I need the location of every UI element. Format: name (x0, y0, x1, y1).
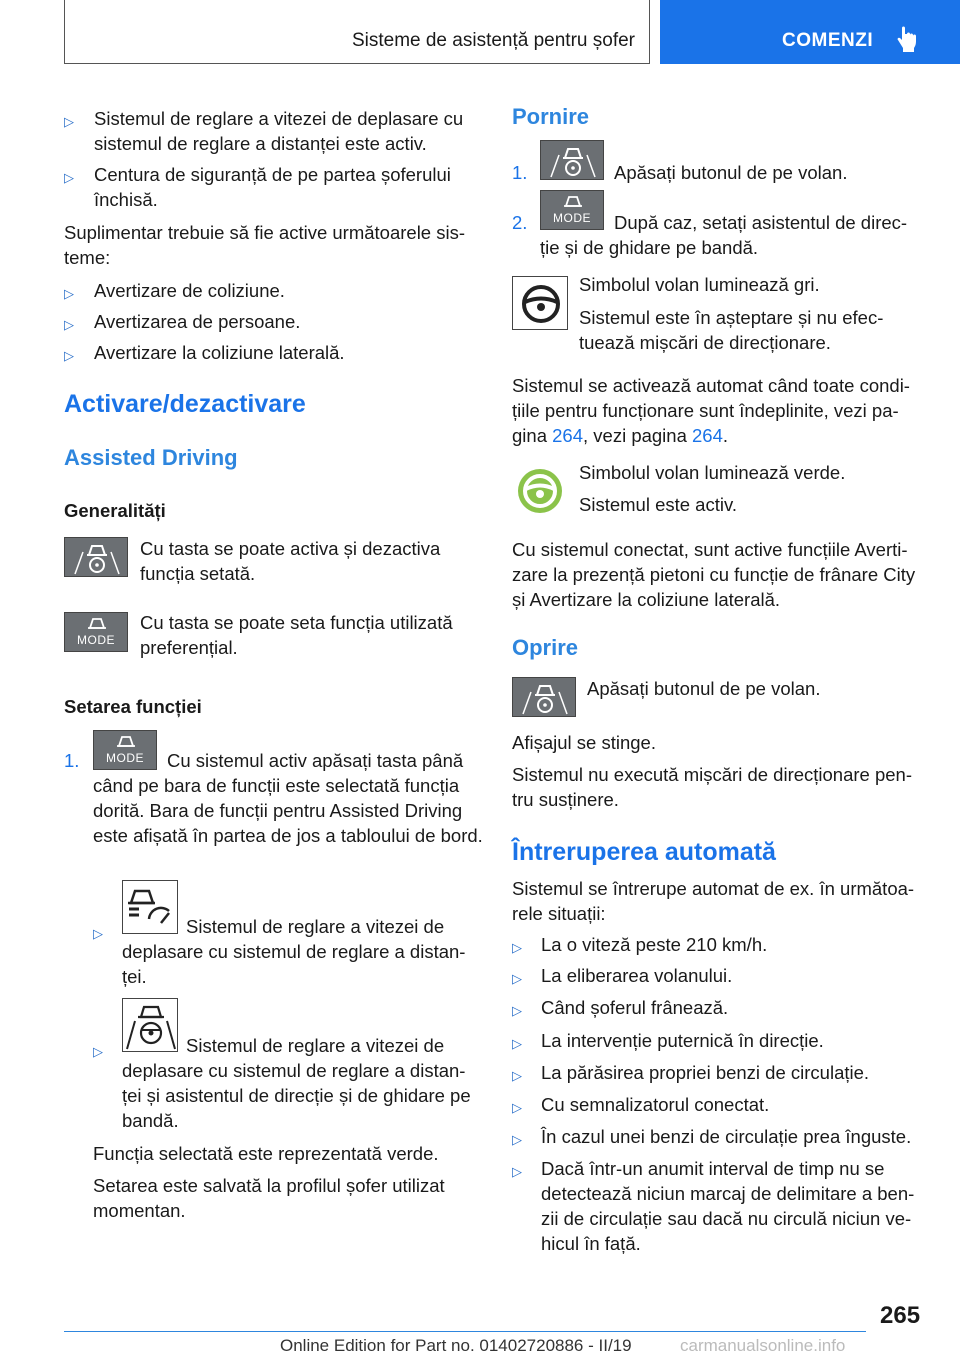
edition-footer: Online Edition for Part no. 01402720886 - II/19 (280, 1336, 632, 1355)
start-1-text: Apăsați butonul de pe volan. (614, 162, 848, 183)
gray-wheel-text-2: Sistemul este în așteptare și nu efec-tuează mișcări de direcționare. (579, 307, 884, 353)
auto-activate-text: , vezi pagina (583, 425, 693, 446)
bullet-text: Când șoferul frânează. (541, 997, 729, 1018)
bullet-item (512, 995, 926, 1020)
page-link-264[interactable]: 264 (552, 425, 583, 446)
section-title: Sisteme de asistență pentru șofer (351, 30, 635, 51)
general-text-1: Cu tasta se poate activa și dezactiva funcția setată. (140, 538, 441, 584)
hand-pointer-icon (896, 26, 918, 54)
bullet-text: Avertizarea de persoane. (94, 311, 301, 332)
heading-auto-interrupt: Întreruperea automată (512, 838, 776, 866)
bullet-item (64, 309, 484, 334)
note-selected: Funcția selectată este reprezentată verde. (93, 1143, 439, 1164)
mode-button-icon (64, 612, 128, 652)
triangle-bullet-icon: ▷ (93, 926, 103, 941)
bullet-item (64, 278, 484, 303)
sub-bullet-text-1: Sistemul de reglare a vitezei de deplasare cu sistemul de reglare a distan-ței. (122, 916, 466, 987)
auto-activate-text: Sistemul se activează automat când toate condi-țiile pentru funcționare sunt îndeplinite, vezi pa-gina (512, 375, 910, 446)
bullet-text: Dacă într-un anumit interval de timp nu se detectează niciun marcaj de delimitare a ben-zii de circulație sau dacă nu circulă niciun ve-hicul în față. (541, 1158, 915, 1254)
triangle-bullet-icon: ▷ (64, 317, 74, 332)
tab-comenzi[interactable] (660, 0, 960, 64)
step-number: 2. (512, 212, 528, 233)
bullet-text: La intervenție puternică în direcție. (541, 1030, 824, 1051)
page-number: 265 (880, 1302, 921, 1329)
triangle-bullet-icon: ▷ (64, 286, 74, 301)
bullet-text: Centura de siguranță de pe partea șoferului închisă. (94, 164, 451, 210)
display-off-text: Afișajul se stinge. (512, 732, 656, 753)
bullet-item (512, 932, 926, 957)
triangle-bullet-icon: ▷ (512, 1068, 522, 1083)
heading-activation: Activare/dezactivare (64, 390, 306, 418)
sub-bullet-text-2: Sistemul de reglare a vitezei de deplasare cu sistemul de reglare a distan-ței și asistentul de direcție și de ghidare pe bandă. (122, 1035, 471, 1131)
heading-assisted-driving: Assisted Driving (64, 445, 238, 470)
gray-wheel-text-1: Simbolul volan luminează gri. (579, 274, 820, 295)
triangle-bullet-icon: ▷ (512, 940, 522, 955)
step-number: 1. (64, 750, 80, 771)
connected-paragraph: Cu sistemul conectat, sunt active funcțiile Averti-zare la prezență pietoni cu funcție de frânare City și Avertizare la coliziune laterală. (512, 539, 916, 610)
triangle-bullet-icon: ▷ (512, 1132, 522, 1147)
page-link-264[interactable]: 264 (692, 425, 723, 446)
green-wheel-text-1: Simbolul volan luminează verde. (579, 462, 846, 483)
triangle-bullet-icon: ▷ (512, 1036, 522, 1051)
stop-text: Apăsați butonul de pe volan. (587, 678, 821, 699)
triangle-bullet-icon: ▷ (512, 1100, 522, 1115)
watermark: carmanualsonline.info (680, 1336, 846, 1355)
bullet-text: La eliberarea volanului. (541, 965, 733, 986)
bullet-text: Sistemul de reglare a vitezei de deplasare cu sistemul de reglare a distanței este activ. (94, 108, 464, 154)
steering-wheel-gray-icon (512, 276, 568, 330)
bullet-item (512, 1028, 926, 1053)
auto-activate-paragraph (512, 373, 926, 448)
bullet-item (512, 1124, 926, 1149)
bullet-text: La o viteză peste 210 km/h. (541, 934, 768, 955)
triangle-bullet-icon: ▷ (64, 170, 74, 185)
triangle-bullet-icon: ▷ (64, 114, 74, 129)
tab-comenzi-label: COMENZI (782, 30, 874, 51)
assist-button-icon (64, 537, 128, 577)
bullet-text: Avertizare de coliziune. (94, 280, 285, 301)
auto-activate-text: . (722, 425, 729, 446)
footer-divider (64, 1331, 866, 1332)
heading-general: Generalități (64, 500, 166, 521)
supplement-intro: Suplimentar trebuie să fie active următoarele sis-teme: (64, 222, 466, 268)
mode-label: MODE (77, 633, 115, 647)
bullet-item (64, 162, 484, 212)
triangle-bullet-icon: ▷ (64, 348, 74, 363)
assist-button-icon (540, 140, 604, 180)
steering-wheel-green-icon (512, 464, 568, 518)
bullet-text: Cu semnalizatorul conectat. (541, 1094, 770, 1115)
triangle-bullet-icon: ▷ (512, 1003, 522, 1018)
triangle-bullet-icon: ▷ (512, 1164, 522, 1179)
bullet-text: La părăsirea propriei benzi de circulație. (541, 1062, 870, 1083)
no-steering-text: Sistemul nu execută mișcări de direcționare pen-tru susținere. (512, 764, 912, 810)
heading-setting: Setarea funcției (64, 696, 202, 717)
general-text-2: Cu tasta se poate seta funcția utilizată preferențial. (140, 612, 453, 658)
heading-stop: Oprire (512, 635, 579, 660)
bullet-item (512, 963, 926, 988)
triangle-bullet-icon: ▷ (93, 1044, 103, 1059)
step-number: 1. (512, 162, 528, 183)
interrupt-intro: Sistemul se întrerupe automat de ex. în următoa-rele situații: (512, 878, 915, 924)
assist-button-icon (512, 677, 576, 717)
note-saved: Setarea este salvată la profilul șofer utilizat momentan. (93, 1175, 445, 1221)
bullet-item (512, 1060, 926, 1085)
green-wheel-text-2: Sistemul este activ. (579, 494, 737, 515)
bullet-item (512, 1092, 926, 1117)
bullet-item (64, 340, 484, 365)
start-2-text: După caz, setați asistentul de direc-ție și de ghidare pe bandă. (540, 212, 908, 258)
bullet-item (512, 1156, 926, 1256)
triangle-bullet-icon: ▷ (512, 971, 522, 986)
header-section-box (64, 0, 650, 64)
mode-label: MODE (106, 751, 144, 765)
bullet-item (64, 106, 484, 156)
step1-text: Cu sistemul activ apăsați tasta până când pe bara de funcții este selectată funcția dorită. Bara de funcții pentru Assisted Driving este afișată în partea de jos a tabloului de bord. (93, 750, 483, 846)
bullet-text: Avertizare la coliziune laterală. (94, 342, 345, 363)
bullet-text: În cazul unei benzi de circulație prea înguste. (541, 1126, 912, 1147)
heading-start: Pornire (512, 104, 590, 129)
mode-label: MODE (553, 211, 591, 225)
